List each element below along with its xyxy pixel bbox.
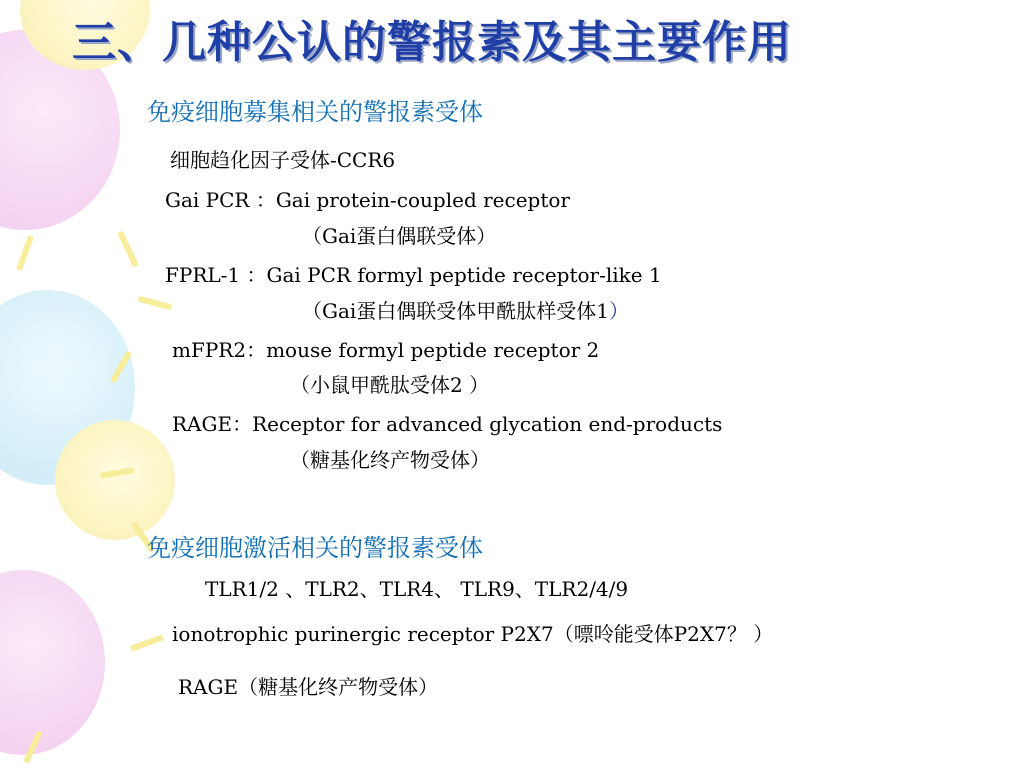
sun-ray (117, 231, 138, 268)
receptor-line-ccr6: 细胞趋化因子受体-CCR6 (170, 148, 396, 172)
section-heading-activation: 免疫细胞激活相关的警报素受体 (147, 534, 483, 562)
receptor-line-rage: RAGE：Receptor for advanced glycation end-products (172, 412, 723, 436)
receptor-line-mfpr2: mFPR2：mouse formyl peptide receptor 2 (172, 338, 600, 362)
sun-ray (16, 235, 34, 271)
sun-ray (138, 296, 172, 311)
receptor-line-p2x7: ionotrophic purinergic receptor P2X7（嘌呤能受体P2X7？ ） (172, 622, 774, 646)
section-heading-recruitment: 免疫细胞募集相关的警报素受体 (147, 98, 483, 126)
receptor-line-rage-cn: （糖基化终产物受体） (290, 448, 490, 472)
pink-balloon-bottom (0, 570, 105, 755)
sun-ray (130, 634, 164, 651)
receptor-line-fprl1: FPRL-1 ：Gai PCR formyl peptide receptor-like 1 (165, 263, 662, 287)
receptor-line-gaipcr: Gai PCR ：Gai protein-coupled receptor (165, 188, 570, 212)
receptor-line-gaipcr-cn: （Gai蛋白偶联受体） (302, 224, 497, 248)
closing-parenthesis: ） (609, 299, 630, 323)
slide-title: 三、几种公认的警报素及其主要作用 (72, 17, 792, 68)
receptor-line-mfpr2-cn: （小鼠甲酰肽受体2 ） (290, 373, 490, 397)
yellow-balloon-bottom (55, 420, 175, 540)
receptor-line-rage-activation: RAGE（糖基化终产物受体） (178, 675, 439, 699)
receptor-line-fprl1-cn: （Gai蛋白偶联受体甲酰肽样受体1） (302, 299, 630, 323)
receptor-line-tlr: TLR1/2 、TLR2、TLR4、 TLR9、TLR2/4/9 (205, 577, 629, 601)
